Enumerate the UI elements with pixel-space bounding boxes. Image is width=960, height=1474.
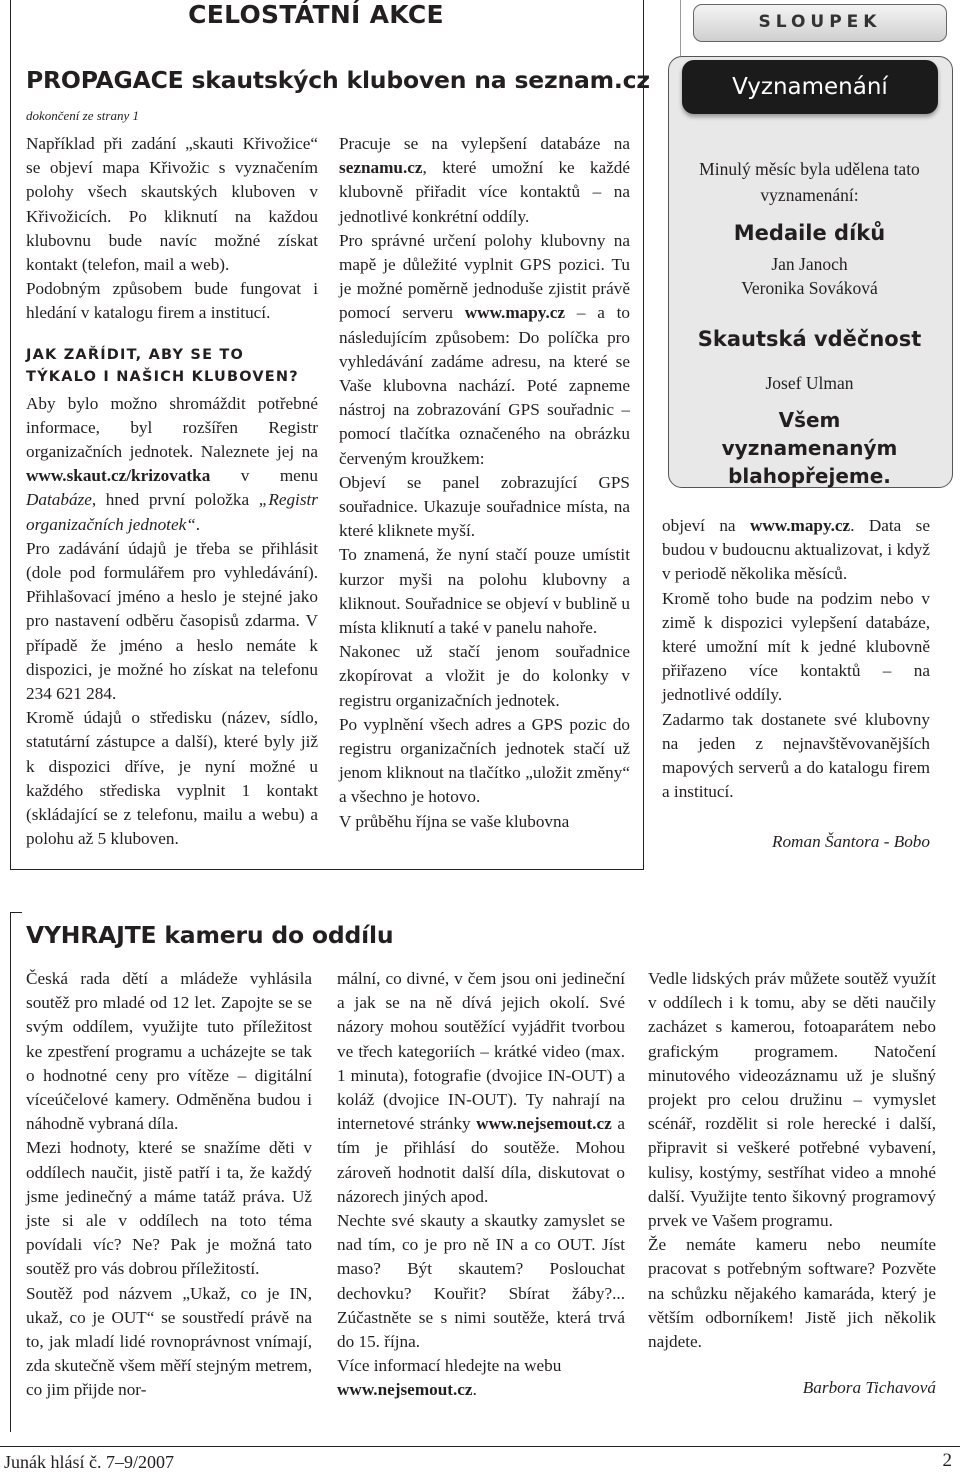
article2-column-2: [337, 967, 625, 1403]
link[interactable]: www.nejsemout.cz: [337, 1380, 473, 1400]
congratulations: Všem vyznamenaným blahopřejeme.: [721, 408, 898, 488]
paragraph: Například při zadání „skauti Křivožice“ se objeví mapa Křivožic s vyznačením polohy všech skautských kluboven v Křivožicích. Po kliknutí na každou klubovnu bude navíc možné získat kontakt (telefon, mail a web).: [26, 134, 318, 275]
author: Barbora Tichavová: [802, 1378, 936, 1398]
subheading: JAK ZAŘÍDIT, ABY SE TO TÝKALO I NAŠICH KLUBOVEN?: [26, 346, 299, 385]
paragraph: mální, co divné, v čem jsou oni jedineční a jak se na ně dívá jejich okolí. Své názory mohou soutěžící vyjádřit tvorbou ve třech kategoriích – krátké video (max. 1 minuta), fotografie (dvojice IN-OUT) a koláž (dvojice IN-OUT). Ty nahrají na internetové stránky www.nejsemout.cz a tím je přihlásí do soutěže. Mohou zároveň hodnotit další díla, diskutovat o názorech jiných apod.: [337, 969, 625, 1206]
award-name: Skautská vděčnost: [697, 327, 922, 351]
paragraph: Pro správné určení polohy klubovny na mapě je důležité vyplnit GPS pozici. Tu je možné poměrně jednoduše zjistit právě pomocí serveru www.mapy.cz – a to následujícím způsobem: Do políčka pro vyhledávání zadáme adresu, na které se Vaše klubovna nachází. Poté zapneme nástroj na zobrazování GPS souřadnic – pomocí tlačítka označeného na obrázku červeným kroužkem:: [339, 230, 631, 468]
paragraph: Podobným způsobem bude fungovat i hledání v katalogu firem a institucí.: [26, 279, 318, 323]
paragraph: V průběhu října se vaše klubovna: [339, 811, 570, 831]
page-number: 2: [942, 1450, 952, 1471]
article2-headline: VYHRAJTE kameru do oddílu: [26, 921, 394, 949]
award-name: Medaile díků: [733, 221, 886, 245]
paragraph: Česká rada dětí a mládeže vyhlásila soutěž pro mladé od 12 let. Zapojte se se svým oddílem, využijte tuto příležitost ke zpestření programu a ucházejte se tak o hodnotné ceny pro vítěze – digitální víceúčelové kamery. Odměněna budou i náhodně vybraná díla.: [26, 969, 312, 1134]
awards-intro: Minulý měsíc byla udělena tato vyznamenání:: [699, 159, 920, 205]
paragraph: Po vyplnění všech adres a GPS pozic do registru organizačních jednotek stačí už jenom kliknout na tlačítko „uložit změny“ a všechno je hotovo.: [339, 714, 630, 807]
paragraph: Pro zadávání údajů je třeba se přihlásit (dole pod formulářem pro vyhledávání). Přihlašovací jméno a heslo je stejné jako pro nastavení odběru časopisů zdarma. V případě že jméno a heslo nemáte k dispozici, je možné ho získat na telefonu 234 621 284.: [26, 538, 318, 704]
article-column-1: [26, 132, 318, 851]
section-title: CELOSTÁTNÍ AKCE: [180, 0, 452, 36]
paragraph: Kromě toho bude na podzim nebo v zimě k dispozici vylepšení databáze, které umožní mít k jedné klubovně přiřazeno více kontaktů – na jednotlivé oddíly.: [662, 588, 930, 705]
sidebar-tab: SLOUPEK: [693, 4, 947, 42]
paragraph: To znamená, že nyní stačí pouze umístit kurzor myši na polohu klubovny a kliknout. Souřadnice se objeví v bublině u místa kliknutí a také v panelu nahoře.: [339, 545, 630, 638]
paragraph: Nakonec už stačí jenom souřadnice zkopírovat a vložit je do kolonky v registru organizačních jednotek.: [339, 642, 630, 710]
article2-column-3: [648, 967, 936, 1400]
link[interactable]: www.nejsemout.cz: [476, 1114, 612, 1134]
link[interactable]: www.mapy.cz: [749, 516, 851, 535]
article2-border: [10, 912, 11, 1432]
award-recipient: Jan Janoch: [771, 254, 848, 274]
award-recipient: Josef Ulman: [765, 373, 854, 393]
awards-title: Vyznamenání: [682, 60, 938, 114]
award-recipient: Veronika Sováková: [741, 278, 878, 298]
paragraph: Pracuje se na vylepšení databáze na seznamu.cz, které umožní ke každé klubovně přiřadit více kontaktů – na jednotlivé konkrétní oddíly.: [339, 134, 630, 226]
paragraph: Že nemáte kameru nebo neumíte pracovat s potřebným software? Pozvěte na schůzku nějakého kamaráda, který je větším odborníkem! Jistě jich několik najdete.: [648, 1235, 936, 1352]
paragraph: Soutěž pod názvem „Ukaž, co je IN, ukaž, co je OUT“ se soustředí právě na to, jak mladí lidé rovnoprávnost vnímají, zda skutečně všem měří stejným metrem, co jim přijde nor-: [26, 1283, 312, 1400]
paragraph: Aby bylo možno shromáždit potřebné informace, byl rozšířen Registr organizačních jednotek. Naleznete jej na www.skaut.cz/krizovatka v menu Databáze, hned první položka „Registr organizačních jednotek“.: [26, 393, 318, 534]
article2-column-1: [26, 967, 312, 1403]
article-column-3: [662, 514, 930, 855]
paragraph: objeví na www.mapy.cz. Data se budou v budoucnu aktualizovat, i když v periodě několika měsíců.: [662, 516, 931, 584]
article-headline: PROPAGACE skautských kluboven na seznam.cz: [26, 66, 650, 94]
paragraph: Vedle lidských práv můžete soutěž využít v oddílech i k tomu, aby se děti naučily zacházet s kamerou, fotoaparátem nebo grafickým programem. Natočení minutového videozáznamu už je slušný projekt pro celou družinu – vymyslet scénář, rozdělit si role herecké i další, připravit si veškeré potřebné vybavení, kulisy, kostýmy, sestříhat video a mnohé další. Využijte tento šikovný programový prvek ve Vašem programu.: [648, 969, 936, 1231]
paragraph: Mezi hodnoty, které se snažíme děti v oddílech naučit, jistě patří i ta, že každý jsme jedinečný a máme tatáž práva. Už jste si ale v oddílech na toto téma povídali víc? Ne? Pak je možná tato soutěž pro vás dobrou příležitostí.: [26, 1138, 312, 1279]
paragraph: Kromě údajů o středisku (název, sídlo, statutární zástupce a další), které byly již k dispozici dříve, je nyní možné u každého střediska vyplnit 1 kontakt (skládající se z telefonu, mailu a webu) a polohu až 5 kluboven.: [26, 708, 318, 849]
footer-rule: [0, 1446, 960, 1447]
article-column-2: [339, 132, 630, 834]
paragraph: Objeví se panel zobrazující GPS souřadnice. Ukazuje souřadnice místa, na které kliknete myší.: [339, 472, 630, 541]
link[interactable]: www.mapy.cz: [464, 303, 566, 323]
paragraph: Nechte své skauty a skautky zamyslet se nad tím, co je pro ně IN a co OUT. Jíst maso? Být skautem? Poslouchat dechovku? Kouřit? Sbírat žáby?... Zúčastněte se s nimi soutěže, která trvá do 15. října.: [337, 1211, 625, 1352]
link[interactable]: seznamu.cz: [339, 158, 423, 178]
paragraph: Více informací hledejte na webu www.nejsemout.cz.: [337, 1356, 562, 1400]
paragraph: Zadarmo tak dostanete své klubovny na jeden z nejnavštěvovanějších mapových serverů a do katalogu firem a institucí.: [662, 709, 930, 802]
link[interactable]: www.skaut.cz/krizovatka: [26, 466, 211, 486]
continued-note: dokončení ze strany 1: [26, 108, 140, 123]
article2-border: [10, 912, 22, 913]
issue-label: Junák hlásí č. 7–9/2007: [4, 1452, 174, 1472]
author: Roman Šantora - Bobo: [771, 832, 930, 852]
